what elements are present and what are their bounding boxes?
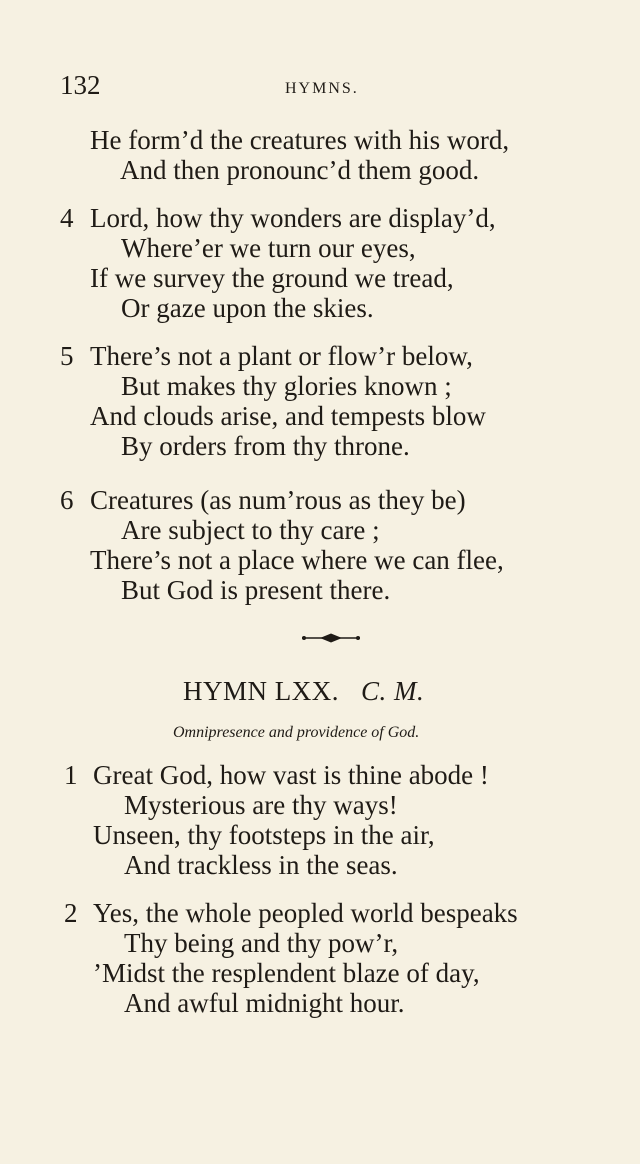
stanza-number: 2 [64, 898, 78, 928]
verse-line: Creatures (as num’rous as they be) [90, 485, 466, 515]
verse-line: Where’er we turn our eyes, [121, 233, 416, 263]
verse-line: By orders from thy throne. [121, 431, 410, 461]
verse-line: Lord, how thy wonders are display’d, [90, 203, 496, 233]
verse-line: And then pronounc’d them good. [120, 155, 480, 185]
page-number: 132 [60, 70, 101, 100]
verse-line: Or gaze upon the skies. [121, 293, 374, 323]
stanza-number: 4 [60, 203, 74, 233]
hymn-number: HYMN LXX. [183, 676, 339, 706]
verse-line: And clouds arise, and tempests blow [90, 401, 486, 431]
verse-line: Unseen, thy footsteps in the air, [93, 820, 435, 850]
hymn-title [183, 675, 424, 707]
verse-line: Mysterious are thy ways! [124, 790, 398, 820]
hymn-subtitle: Omnipresence and providence of God. [173, 724, 420, 741]
stanza-number: 1 [64, 760, 78, 790]
verse-line: Thy being and thy pow’r, [124, 928, 399, 958]
verse-line: Yes, the whole peopled world bespeaks [93, 898, 518, 928]
verse-line: And trackless in the seas. [124, 850, 398, 880]
hymn-meter: C. M. [361, 676, 425, 706]
verse-line: ’Midst the resplendent blaze of day, [93, 958, 480, 988]
verse-line: Are subject to thy care ; [121, 515, 380, 545]
verse-line: He form’d the creatures with his word, [90, 125, 510, 155]
verse-line: But makes thy glories known ; [121, 371, 452, 401]
verse-line: And awful midnight hour. [124, 988, 405, 1018]
verse-line: Great God, how vast is thine abode ! [93, 760, 489, 790]
ornament-divider-icon [300, 630, 362, 646]
stanza-number: 5 [60, 341, 74, 371]
running-title: HYMNS. [285, 80, 359, 97]
stanza-number: 6 [60, 485, 74, 515]
verse-line: If we survey the ground we tread, [90, 263, 454, 293]
verse-line: But God is present there. [121, 575, 391, 605]
verse-line: There’s not a place where we can flee, [90, 545, 504, 575]
verse-line: There’s not a plant or flow’r below, [90, 341, 473, 371]
